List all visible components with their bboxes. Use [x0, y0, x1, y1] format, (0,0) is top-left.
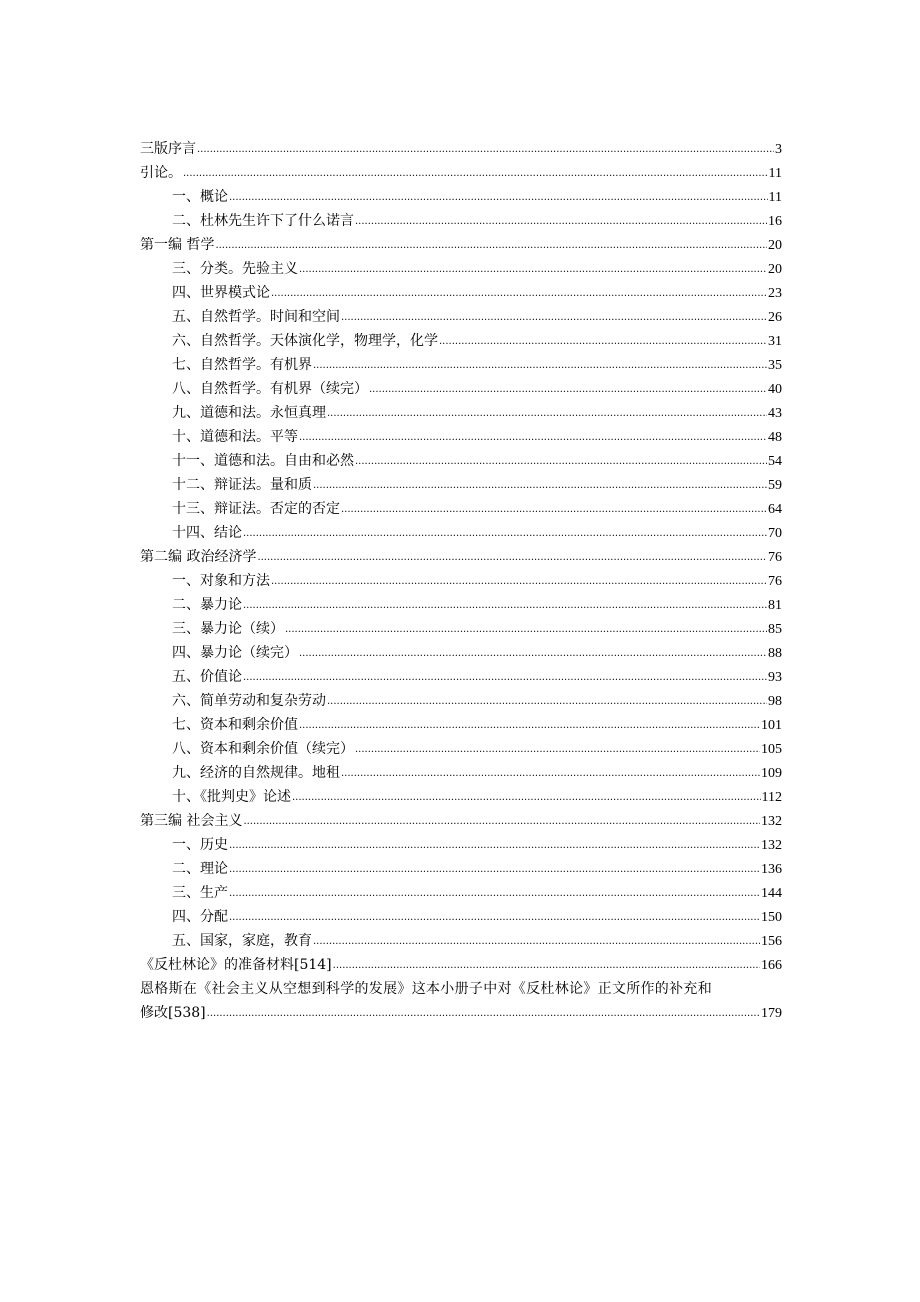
toc-entry[interactable]	[140, 929, 782, 953]
dot-leader	[207, 1002, 760, 1026]
toc-entry-page-number: 70	[768, 526, 782, 541]
table-of-contents	[140, 137, 782, 1025]
toc-entry[interactable]	[140, 905, 782, 929]
toc-entry[interactable]	[140, 761, 782, 785]
toc-entry[interactable]	[140, 281, 782, 305]
toc-entry-title: 《反杜林论》的准备材料[514]	[140, 957, 332, 973]
toc-entry-title: 一、对象和方法	[172, 573, 270, 589]
toc-entry-page-number: 105	[761, 742, 782, 757]
toc-entry-page-number: 132	[761, 838, 782, 853]
toc-entry-title: 一、概论	[172, 189, 228, 205]
dot-leader	[341, 498, 767, 522]
toc-entry-title: 七、自然哲学。有机界	[172, 357, 312, 373]
toc-entry[interactable]	[140, 449, 782, 473]
toc-entry-page-number: 85	[768, 622, 782, 637]
toc-entry[interactable]	[140, 881, 782, 905]
dot-leader	[369, 378, 767, 402]
dot-leader	[327, 402, 767, 426]
toc-entry-title: 五、国家，家庭，教育	[172, 933, 312, 949]
toc-entry[interactable]	[140, 1001, 782, 1025]
toc-entry[interactable]	[140, 737, 782, 761]
toc-entry[interactable]	[140, 569, 782, 593]
toc-entry[interactable]	[140, 809, 782, 833]
toc-entry[interactable]	[140, 209, 782, 233]
toc-entry-page-number: 144	[761, 886, 782, 901]
toc-entry-page-number: 3	[775, 142, 782, 157]
toc-entry[interactable]	[140, 545, 782, 569]
toc-entry-page-number: 88	[768, 646, 782, 661]
toc-entry[interactable]	[140, 833, 782, 857]
toc-entry[interactable]	[140, 665, 782, 689]
toc-entry[interactable]	[140, 521, 782, 545]
toc-entry-page-number: 20	[768, 238, 782, 253]
dot-leader	[229, 858, 760, 882]
toc-entry-page-number: 166	[761, 958, 782, 973]
toc-entry-page-number: 26	[768, 310, 782, 325]
toc-entry-title: 三版序言	[140, 141, 196, 157]
dot-leader	[243, 522, 767, 546]
toc-entry-page-number: 16	[768, 214, 782, 229]
dot-leader	[292, 786, 761, 810]
dot-leader	[355, 738, 760, 762]
toc-entry-page-number: 40	[768, 382, 782, 397]
toc-entry-page-number: 76	[768, 550, 782, 565]
dot-leader	[271, 282, 767, 306]
toc-entry-page-number: 150	[761, 910, 782, 925]
toc-entry-page-number: 64	[768, 502, 782, 517]
toc-entry-page-number: 136	[761, 862, 782, 877]
toc-entry[interactable]	[140, 137, 782, 161]
toc-entry-page-number: 59	[768, 478, 782, 493]
toc-entry-title-line-2: 修改[538]	[140, 1005, 206, 1021]
toc-entry[interactable]	[140, 377, 782, 401]
toc-entry[interactable]	[140, 425, 782, 449]
dot-leader	[333, 954, 760, 978]
dot-leader	[299, 714, 760, 738]
dot-leader	[327, 690, 767, 714]
toc-entry-title: 二、理论	[172, 861, 228, 877]
dot-leader	[229, 834, 760, 858]
toc-entry[interactable]	[140, 233, 782, 257]
toc-entry-title: 十一、道德和法。自由和必然	[172, 453, 354, 469]
toc-entry-title: 四、分配	[172, 909, 228, 925]
toc-entry[interactable]	[140, 593, 782, 617]
toc-entry-title: 九、经济的自然规律。地租	[172, 765, 340, 781]
toc-entry-page-number: 132	[761, 814, 782, 829]
dot-leader	[229, 186, 768, 210]
toc-entry-title: 四、暴力论（续完）	[172, 645, 298, 661]
toc-entry[interactable]	[140, 257, 782, 281]
toc-entry[interactable]	[140, 689, 782, 713]
toc-entry-title: 二、暴力论	[172, 597, 242, 613]
dot-leader	[229, 906, 760, 930]
dot-leader	[355, 210, 767, 234]
toc-entry[interactable]	[140, 401, 782, 425]
toc-entry-page-number: 109	[761, 766, 782, 781]
toc-entry-title: 五、价值论	[172, 669, 242, 685]
toc-entry-title: 四、世界模式论	[172, 285, 270, 301]
toc-entry-page-number: 81	[768, 598, 782, 613]
dot-leader	[215, 234, 767, 258]
toc-entry-page-number: 179	[761, 1006, 782, 1021]
toc-entry-title: 七、资本和剩余价值	[172, 717, 298, 733]
toc-entry[interactable]	[140, 857, 782, 881]
toc-entry[interactable]	[140, 641, 782, 665]
toc-entry[interactable]	[140, 617, 782, 641]
toc-entry-title: 八、资本和剩余价值（续完）	[172, 741, 354, 757]
dot-leader	[285, 618, 767, 642]
toc-entry[interactable]	[140, 353, 782, 377]
dot-leader	[355, 450, 767, 474]
toc-entry[interactable]	[140, 785, 782, 809]
dot-leader	[313, 930, 760, 954]
toc-entry-title: 第二编 政治经济学	[140, 549, 257, 565]
toc-entry[interactable]	[140, 161, 782, 185]
dot-leader	[243, 810, 760, 834]
dot-leader	[229, 882, 760, 906]
toc-entry-page-number: 48	[768, 430, 782, 445]
toc-entry-title: 八、自然哲学。有机界（续完）	[172, 381, 368, 397]
dot-leader	[243, 594, 767, 618]
toc-entry-title: 一、历史	[172, 837, 228, 853]
toc-entry[interactable]	[140, 329, 782, 353]
toc-entry-title: 三、暴力论（续）	[172, 621, 284, 637]
toc-entry-page-number: 156	[761, 934, 782, 949]
dot-leader	[439, 330, 767, 354]
toc-entry-page-number: 35	[768, 358, 782, 373]
toc-entry-page-number: 112	[761, 790, 782, 805]
toc-entry-title: 十、道德和法。平等	[172, 429, 298, 445]
toc-entry-title: 三、分类。先验主义	[172, 261, 298, 277]
dot-leader	[243, 666, 767, 690]
toc-entry-page-number: 54	[768, 454, 782, 469]
toc-entry-title: 引论。	[140, 165, 182, 181]
toc-entry-title: 十三、辩证法。否定的否定	[172, 501, 340, 517]
toc-entry[interactable]	[140, 185, 782, 209]
toc-entry-title: 六、简单劳动和复杂劳动	[172, 693, 326, 709]
toc-entry[interactable]	[140, 713, 782, 737]
toc-entry-page-number: 23	[768, 286, 782, 301]
toc-entry-title: 十、《批判史》论述	[172, 789, 291, 805]
dot-leader	[313, 474, 767, 498]
toc-entry-page-number: 76	[768, 574, 782, 589]
dot-leader	[299, 642, 767, 666]
toc-entry-page-number: 93	[768, 670, 782, 685]
dot-leader	[257, 546, 767, 570]
toc-entry-page-number: 31	[768, 334, 782, 349]
toc-entry[interactable]	[140, 497, 782, 521]
dot-leader	[341, 762, 760, 786]
toc-entry-title: 二、杜林先生许下了什么诺言	[172, 213, 354, 229]
toc-entry-page-number: 43	[768, 406, 782, 421]
dot-leader	[197, 138, 774, 162]
dot-leader	[299, 426, 767, 450]
dot-leader	[271, 570, 767, 594]
toc-entry-title: 十四、结论	[172, 525, 242, 541]
toc-entry-page-number: 11	[768, 190, 782, 205]
toc-entry-title: 第一编 哲学	[140, 237, 215, 253]
toc-entry-title: 十二、辩证法。量和质	[172, 477, 312, 493]
toc-entry-title: 第三编 社会主义	[140, 813, 243, 829]
toc-entry[interactable]	[140, 953, 782, 977]
toc-entry-title-line-1[interactable]: 恩格斯在《社会主义从空想到科学的发展》这本小册子中对《反杜林论》正文所作的补充和	[140, 981, 712, 997]
dot-leader	[341, 306, 767, 330]
toc-entry-title: 九、道德和法。永恒真理	[172, 405, 326, 421]
toc-entry[interactable]	[140, 473, 782, 497]
toc-entry-title: 六、自然哲学。天体演化学，物理学，化学	[172, 333, 438, 349]
toc-entry-title: 五、自然哲学。时间和空间	[172, 309, 340, 325]
toc-entry[interactable]	[140, 305, 782, 329]
dot-leader	[313, 354, 767, 378]
dot-leader	[299, 258, 767, 282]
dot-leader	[183, 162, 768, 186]
toc-entry-page-number: 11	[768, 166, 782, 181]
toc-entry-page-number: 20	[768, 262, 782, 277]
toc-entry-title: 三、生产	[172, 885, 228, 901]
toc-entry-page-number: 101	[761, 718, 782, 733]
toc-entry-page-number: 98	[768, 694, 782, 709]
